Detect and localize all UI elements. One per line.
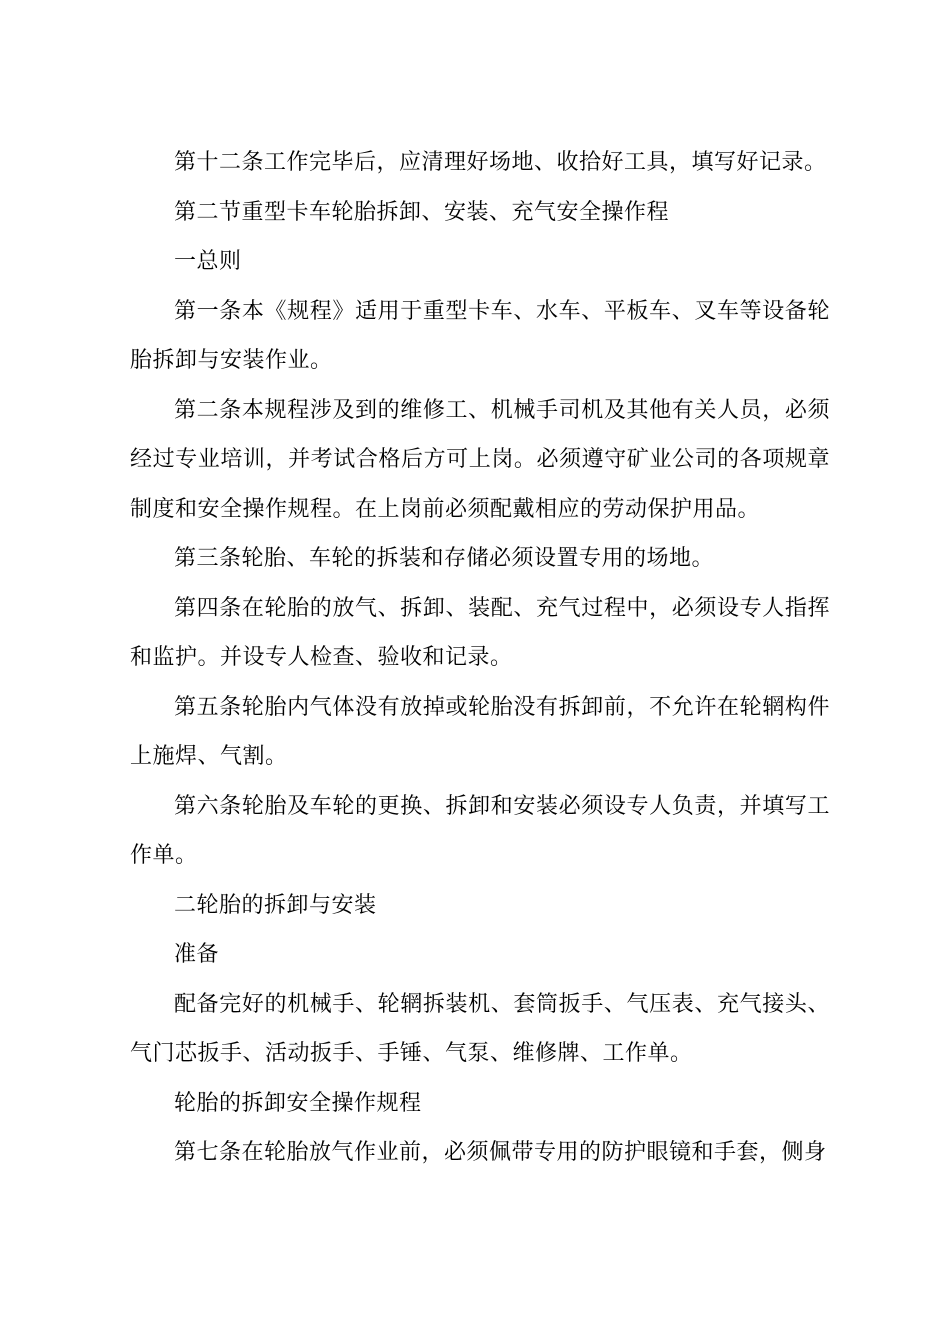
- paragraph-article-4: 第四条在轮胎的放气、拆卸、装配、充气过程中，必须设专人指挥和监护。并设专人检查、验收和记录。: [130, 595, 830, 670]
- chapter-heading-general: 一总则: [174, 249, 242, 274]
- subheading-preparation: 准备: [174, 942, 220, 967]
- paragraph-article-2: 第二条本规程涉及到的维修工、机械手司机及其他有关人员，必须经过专业培训，并考试合格后方可上岗。必须遵守矿业公司的各项规章制度和安全操作规程。在上岗前必须配戴相应的劳动保护用品。: [130, 397, 830, 522]
- paragraph-article-3: 第三条轮胎、车轮的拆装和存储必须设置专用的场地。: [174, 546, 715, 571]
- paragraph-article-6: 第六条轮胎及车轮的更换、拆卸和安装必须设专人负责，并填写工作单。: [130, 793, 830, 868]
- chapter-heading-tire: 二轮胎的拆卸与安装: [174, 892, 377, 918]
- paragraph-article-7: 第七条在轮胎放气作业前，必须佩带专用的防护眼镜和手套，侧身: [174, 1140, 827, 1165]
- paragraph-article-1: 第一条本《规程》适用于重型卡车、水车、平板车、叉车等设备轮胎拆卸与安装作业。: [130, 298, 830, 373]
- section-heading: 第二节重型卡车轮胎拆卸、安装、充气安全操作程: [174, 199, 670, 225]
- paragraph-equipment: 配备完好的机械手、轮辋拆装机、套筒扳手、气压表、充气接头、气门芯扳手、活动扳手、手锤、气泵、维修牌、工作单。: [130, 991, 830, 1066]
- document-body: [130, 138, 830, 1178]
- subheading-removal-rules: 轮胎的拆卸安全操作规程: [174, 1090, 422, 1116]
- paragraph-article-12: 第十二条工作完毕后，应清理好场地、收拾好工具，填写好记录。: [174, 150, 827, 175]
- paragraph-article-5: 第五条轮胎内气体没有放掉或轮胎没有拆卸前，不允许在轮辋构件上施焊、气割。: [130, 694, 830, 769]
